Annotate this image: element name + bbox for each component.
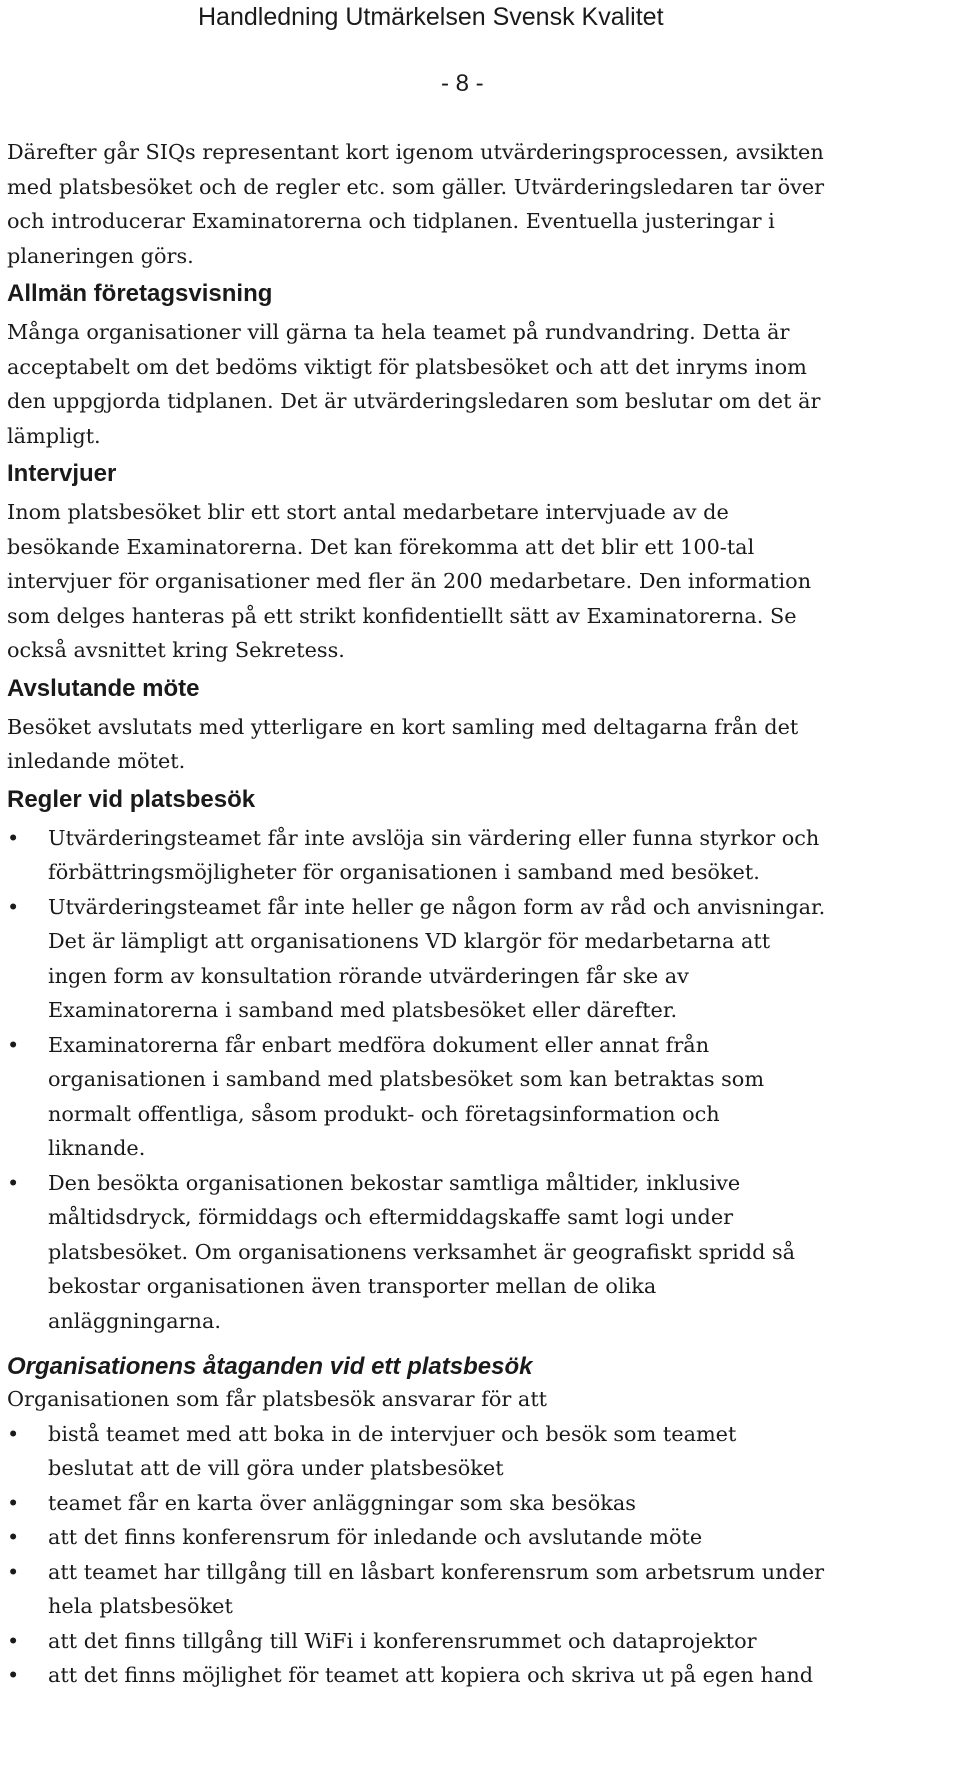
text-line: att teamet har tillgång till en låsbart konferensrum som arbetsrum under (48, 1559, 825, 1584)
text-line: att det finns tillgång till WiFi i konferensrummet och dataprojektor (48, 1628, 757, 1653)
page-number: - 8 - (441, 70, 484, 97)
bullet-icon: • (7, 825, 20, 850)
text-line: ingen form av konsultation rörande utvärderingen får ske av (48, 963, 689, 988)
running-header: Handledning Utmärkelsen Svensk Kvalitet (198, 3, 664, 31)
list-item (7, 1486, 957, 1521)
text-line: hela platsbesöket (48, 1594, 233, 1618)
bullet-icon: • (7, 1559, 20, 1584)
bullet-icon: • (7, 1490, 20, 1515)
list-item (7, 1166, 957, 1339)
text-line: bekostar organisationen även transporter mellan de olika (48, 1274, 657, 1298)
interviews-paragraph (7, 495, 957, 668)
intro-paragraph (7, 135, 957, 273)
commitments-intro: Organisationen som får platsbesök ansvarar för att (7, 1387, 548, 1411)
bullet-icon: • (7, 1421, 20, 1446)
text-line: intervjuer för organisationer med fler än 200 medarbetare. Den information (7, 569, 812, 593)
text-line: förbättringsmöjligheter för organisationen i samband med besöket. (48, 860, 760, 884)
text-line: Många organisationer vill gärna ta hela teamet på rundvandring. Detta är (7, 320, 790, 344)
text-line: måltidsdryck, förmiddags och eftermiddagskaffe samt logi under (48, 1205, 734, 1229)
closing-meeting-paragraph (7, 710, 957, 779)
text-line: den uppgjorda tidplanen. Det är utvärderingsledaren som beslutar om det är (7, 389, 821, 413)
text-line: Examinatorerna får enbart medföra dokument eller annat från (48, 1032, 710, 1057)
list-item (7, 1028, 957, 1166)
section-heading-company-tour: Allmän företagsvisning (7, 280, 273, 307)
list-item (7, 821, 957, 890)
text-line: Inom platsbesöket blir ett stort antal medarbetare intervjuade av de (7, 500, 729, 524)
text-line: platsbesöket. Om organisationens verksamhet är geografiskt spridd så (48, 1239, 796, 1264)
text-line: och introducerar Examinatorerna och tidplanen. Eventuella justeringar i (7, 209, 775, 233)
text-line: normalt offentliga, såsom produkt- och företagsinformation och (48, 1101, 720, 1126)
text-line: att det finns möjlighet för teamet att kopiera och skriva ut på egen hand (48, 1663, 814, 1687)
text-line: Examinatorerna i samband med platsbesöket eller därefter. (48, 998, 678, 1022)
text-line: teamet får en karta över anläggningar som ska besökas (48, 1490, 636, 1515)
list-item (7, 890, 957, 1028)
commitments-list (7, 1417, 957, 1693)
bullet-icon: • (7, 1525, 20, 1549)
bullet-icon: • (7, 894, 20, 919)
text-line: också avsnittet kring Sekretess. (7, 638, 345, 662)
list-item (7, 1520, 957, 1555)
bullet-icon: • (7, 1032, 20, 1057)
bullet-icon: • (7, 1628, 20, 1653)
text-line: beslutat att de vill göra under platsbesöket (48, 1456, 504, 1480)
text-line: Utvärderingsteamet får inte heller ge någon form av råd och anvisningar. (48, 894, 826, 919)
text-line: besökande Examinatorerna. Det kan förekomma att det blir ett 100-tal (7, 534, 755, 559)
list-item (7, 1555, 957, 1624)
text-line: Utvärderingsteamet får inte avslöja sin värdering eller funna styrkor och (48, 825, 820, 850)
text-line: Den besökta organisationen bekostar samtliga måltider, inklusive (48, 1170, 741, 1195)
section-heading-interviews: Intervjuer (7, 460, 117, 487)
rules-list (7, 821, 957, 1339)
section-heading-rules: Regler vid platsbesök (7, 785, 256, 813)
text-line: liknande. (48, 1136, 146, 1160)
text-line: att det finns konferensrum för inledande och avslutande möte (48, 1525, 703, 1549)
company-tour-paragraph (7, 315, 957, 453)
text-line: anläggningarna. (48, 1308, 221, 1333)
text-line: inledande mötet. (7, 749, 186, 773)
text-line: Besöket avslutats med ytterligare en kort samling med deltagarna från det (7, 714, 799, 739)
section-heading-commitments: Organisationens åtaganden vid ett platsbesök (7, 1353, 533, 1380)
text-line: Därefter går SIQs representant kort igenom utvärderingsprocessen, avsikten (7, 140, 824, 164)
text-line: med platsbesöket och de regler etc. som gäller. Utvärderingsledaren tar över (7, 174, 825, 199)
list-item (7, 1417, 957, 1486)
text-line: som delges hanteras på ett strikt konfidentiellt sätt av Examinatorerna. Se (7, 603, 797, 628)
text-line: lämpligt. (7, 423, 101, 448)
text-line: Det är lämpligt att organisationens VD klargör för medarbetarna att (48, 929, 771, 953)
list-item (7, 1624, 957, 1659)
page-content (7, 135, 957, 1693)
bullet-icon: • (7, 1663, 20, 1687)
bullet-icon: • (7, 1170, 20, 1195)
text-line: organisationen i samband med platsbesöket som kan betraktas som (48, 1067, 765, 1091)
text-line: planeringen görs. (7, 243, 194, 268)
list-item (7, 1658, 957, 1693)
text-line: acceptabelt om det bedöms viktigt för platsbesöket och att det inryms inom (7, 354, 807, 379)
text-line: bistå teamet med att boka in de intervjuer och besök som teamet (48, 1421, 737, 1446)
section-heading-closing-meeting: Avslutande möte (7, 674, 200, 702)
